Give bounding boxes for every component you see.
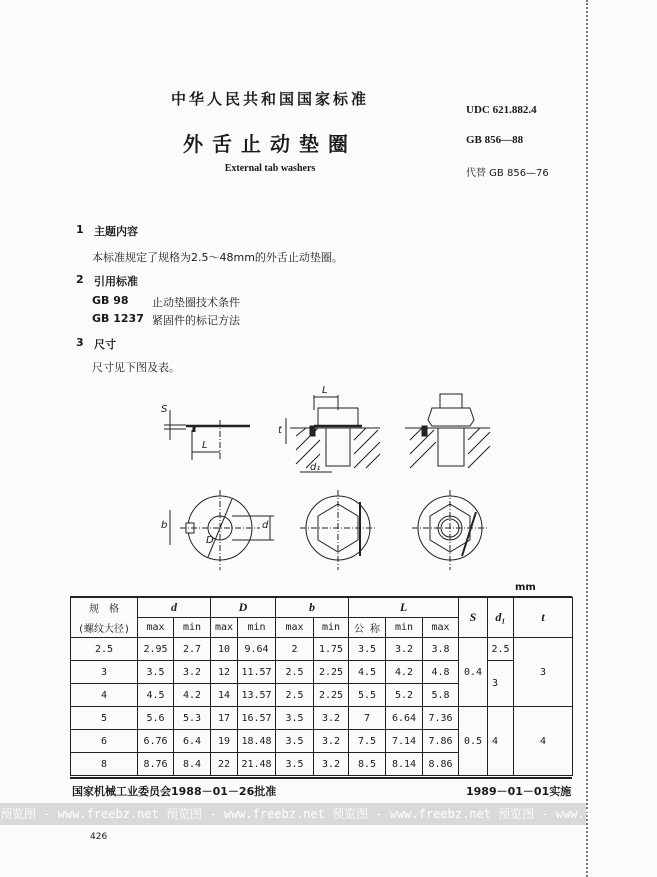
table-cell: 7 xyxy=(349,707,386,730)
section-2-heading: 引用标准 xyxy=(94,275,138,288)
top-view-nut xyxy=(412,490,488,570)
table-cell: 19 xyxy=(211,730,238,753)
table-cell: 12 xyxy=(211,661,238,684)
table-cell: 4.5 xyxy=(138,684,174,707)
replaces: 代替 GB 856—76 xyxy=(466,168,549,179)
nut-assembly xyxy=(405,394,490,468)
ref-2-code: GB 1237 xyxy=(92,312,144,325)
section-1-num: 1 xyxy=(76,223,84,236)
header-d1: d₁ xyxy=(488,598,514,638)
dimensions-table xyxy=(70,597,573,776)
bolt-assembly xyxy=(286,395,380,472)
table-cell: 3.5 xyxy=(276,753,314,776)
header-spec-sub: (螺纹大径) xyxy=(71,618,138,638)
table-cell: 2.25 xyxy=(314,661,349,684)
header-L-nominal: 公 称 xyxy=(349,618,386,638)
table-cell: 5.2 xyxy=(386,684,423,707)
top-view-washer xyxy=(170,490,274,570)
table-cell: 3.8 xyxy=(423,638,459,661)
header-spec: 规 格 xyxy=(71,598,138,618)
header-S: S xyxy=(459,598,488,638)
top-view-bolt xyxy=(300,490,376,570)
table-cell: 3.2 xyxy=(174,661,211,684)
cell-spec: 5 xyxy=(71,707,138,730)
table-row xyxy=(71,661,573,684)
title-en: External tab washers xyxy=(224,163,316,174)
cell-d1: 3 xyxy=(488,661,514,707)
table-cell: 5.5 xyxy=(349,684,386,707)
header-d-min: min xyxy=(174,618,211,638)
cell-spec: 8 xyxy=(71,753,138,776)
cell-d1: 4 xyxy=(488,707,514,776)
table-cell: 8.14 xyxy=(386,753,423,776)
label-d: d xyxy=(262,520,269,531)
table-cell: 3.5 xyxy=(138,661,174,684)
table-cell: 7.5 xyxy=(349,730,386,753)
table-cell: 3.2 xyxy=(314,707,349,730)
label-L: L xyxy=(202,440,208,451)
table-cell: 2.5 xyxy=(276,661,314,684)
header-b: b xyxy=(276,598,349,618)
table-cell: 21.48 xyxy=(238,753,276,776)
table-cell: 3.2 xyxy=(314,730,349,753)
table-cell: 7.36 xyxy=(423,707,459,730)
table-cell: 2.25 xyxy=(314,684,349,707)
gb-code: GB 856—88 xyxy=(466,134,524,146)
section-3-body: 尺寸见下图及表。 xyxy=(92,361,180,374)
table-cell: 17 xyxy=(211,707,238,730)
watermark: 预览图 - www.freebz.net 预览图 - www.freebz.net 预览图 - www.freebz.net 预览图 - www.freebz.net xyxy=(0,803,586,825)
table-cell: 3.5 xyxy=(349,638,386,661)
header-L: L xyxy=(349,598,459,618)
washer-drawings xyxy=(150,380,510,580)
table-cell: 2.95 xyxy=(138,638,174,661)
approval-date: 国家机械工业委员会1988－01－26批准 xyxy=(72,785,277,798)
table-cell: 8.4 xyxy=(174,753,211,776)
table-cell: 4.5 xyxy=(349,661,386,684)
label-D: D xyxy=(206,535,214,546)
page-edge xyxy=(586,0,591,877)
table-row xyxy=(71,638,573,661)
table-cell: 7.14 xyxy=(386,730,423,753)
table-cell: 4.8 xyxy=(423,661,459,684)
label-b: b xyxy=(161,520,168,531)
table-cell: 2.5 xyxy=(276,684,314,707)
effective-date: 1989－01－01实施 xyxy=(466,785,572,798)
title-cn: 外舌止动垫圈 xyxy=(183,132,357,156)
table-cell: 5.6 xyxy=(138,707,174,730)
cell-spec: 6 xyxy=(71,730,138,753)
section-1-body: 本标准规定了规格为2.5～48mm的外舌止动垫圈。 xyxy=(92,251,343,264)
table-cell: 3.5 xyxy=(276,730,314,753)
cell-spec: 3 xyxy=(71,661,138,684)
cell-spec: 4 xyxy=(71,684,138,707)
table-cell: 13.57 xyxy=(238,684,276,707)
table-cell: 6.76 xyxy=(138,730,174,753)
table-cell: 8.5 xyxy=(349,753,386,776)
cell-t: 4 xyxy=(514,707,573,776)
cell-S: 0.4 xyxy=(459,638,488,707)
header-L-min: min xyxy=(386,618,423,638)
ref-2-title: 紧固件的标记方法 xyxy=(152,314,240,327)
table-cell: 7.86 xyxy=(423,730,459,753)
cell-spec: 2.5 xyxy=(71,638,138,661)
table-cell: 4.2 xyxy=(386,661,423,684)
header-d-max: max xyxy=(138,618,174,638)
table-cell: 11.57 xyxy=(238,661,276,684)
section-3-num: 3 xyxy=(76,336,84,349)
table-cell: 16.57 xyxy=(238,707,276,730)
table-row xyxy=(71,707,573,730)
header-b-min: min xyxy=(314,618,349,638)
label-S: S xyxy=(161,404,168,415)
table-cell: 6.64 xyxy=(386,707,423,730)
header-D-max: max xyxy=(211,618,238,638)
header-b-max: max xyxy=(276,618,314,638)
table-cell: 10 xyxy=(211,638,238,661)
header-L-max: max xyxy=(423,618,459,638)
table-cell: 8.76 xyxy=(138,753,174,776)
ref-1-title: 止动垫圈技术条件 xyxy=(152,296,240,309)
cell-S: 0.5 xyxy=(459,707,488,776)
udc-code: UDC 621.882.4 xyxy=(466,104,537,116)
ref-1-code: GB 98 xyxy=(92,294,129,307)
cell-d1: 2.5 xyxy=(488,638,514,661)
label-L-bolt: L xyxy=(322,385,328,396)
label-d1: d₁ xyxy=(310,462,321,473)
standard-org: 中华人民共和国国家标准 xyxy=(170,90,369,108)
table-cell: 4.2 xyxy=(174,684,211,707)
table-cell: 3.2 xyxy=(314,753,349,776)
table-cell: 5.3 xyxy=(174,707,211,730)
table-cell: 2 xyxy=(276,638,314,661)
page-number: 426 xyxy=(90,832,108,842)
cell-t: 3 xyxy=(514,638,573,707)
table-cell: 1.75 xyxy=(314,638,349,661)
table-cell: 3.2 xyxy=(386,638,423,661)
table-cell: 5.8 xyxy=(423,684,459,707)
header-d: d xyxy=(138,598,211,618)
header-D-min: min xyxy=(238,618,276,638)
section-2-num: 2 xyxy=(76,273,84,286)
table-cell: 6.4 xyxy=(174,730,211,753)
section-3-heading: 尺寸 xyxy=(94,338,116,351)
section-1-heading: 主题内容 xyxy=(94,225,138,238)
side-view-washer xyxy=(164,410,250,460)
header-D: D xyxy=(211,598,276,618)
label-t: t xyxy=(278,425,282,436)
unit-label: mm xyxy=(515,582,536,593)
table-cell: 2.7 xyxy=(174,638,211,661)
table-cell: 8.86 xyxy=(423,753,459,776)
table-bottom-rule xyxy=(70,777,572,779)
table-cell: 22 xyxy=(211,753,238,776)
table-cell: 18.48 xyxy=(238,730,276,753)
header-t: t xyxy=(514,598,573,638)
table-cell: 14 xyxy=(211,684,238,707)
table-cell: 9.64 xyxy=(238,638,276,661)
table-cell: 3.5 xyxy=(276,707,314,730)
